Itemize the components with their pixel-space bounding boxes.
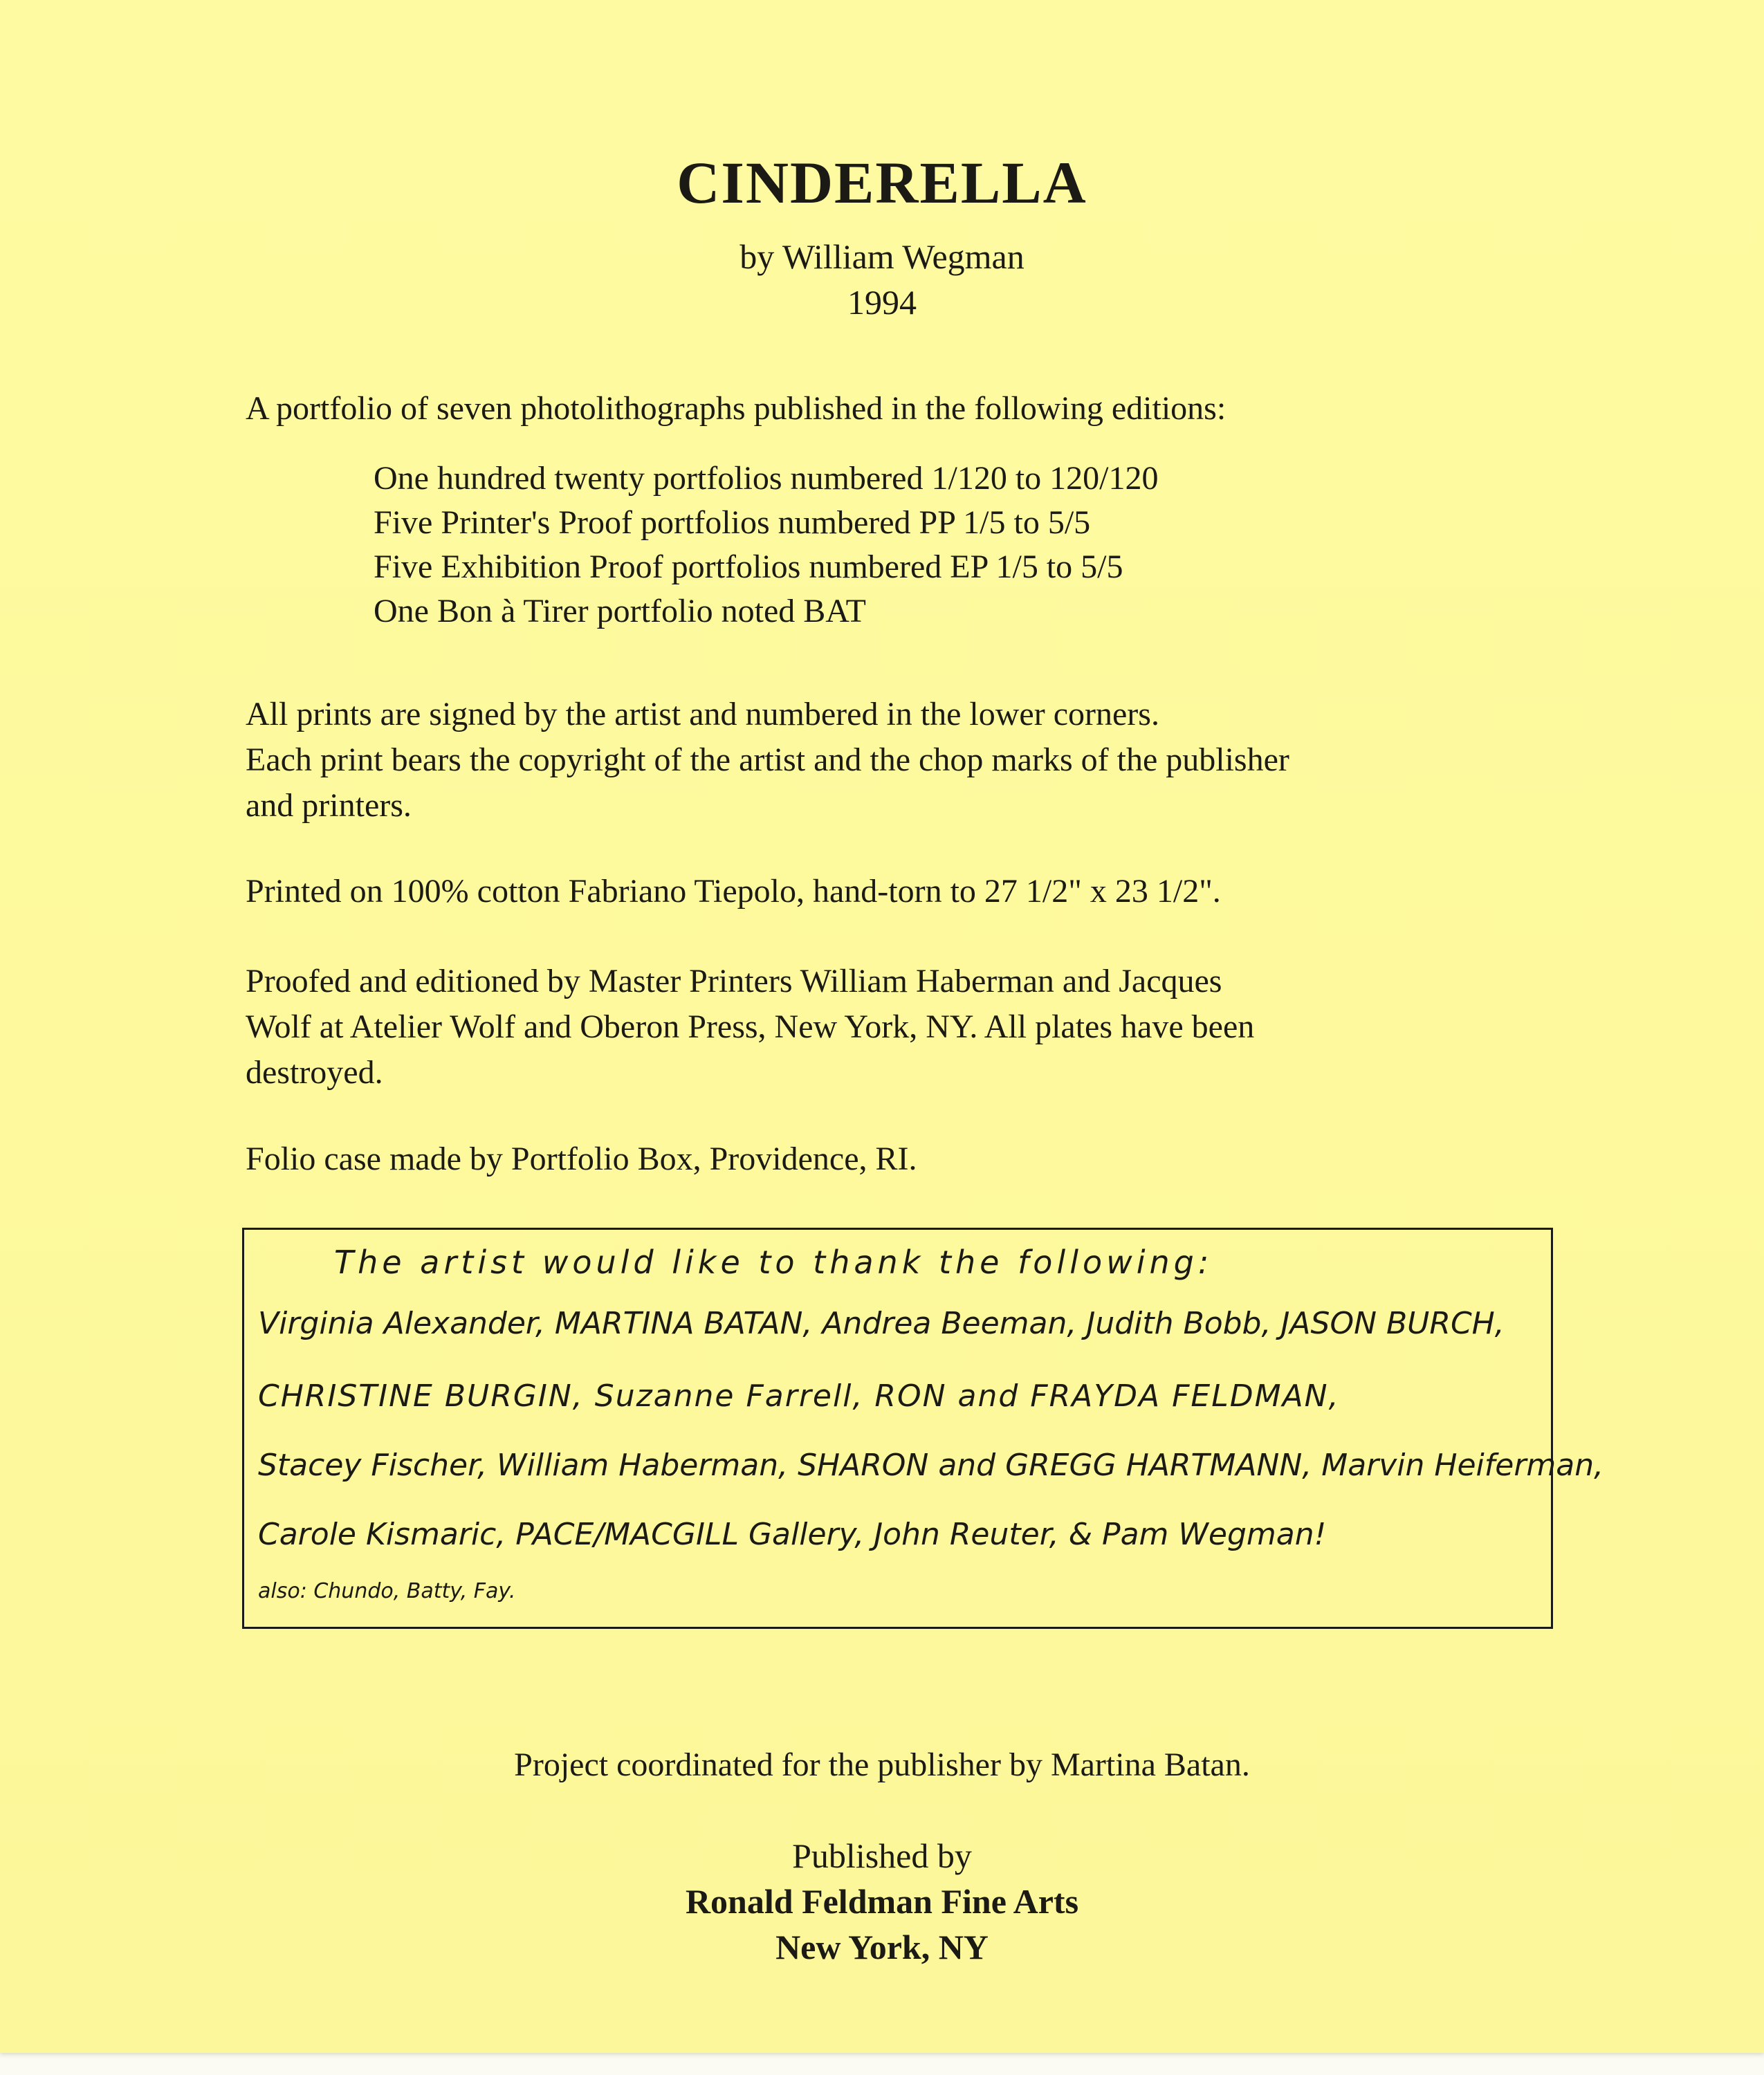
thanks-names-line: CHRISTINE BURGIN, Suzanne Farrell, RON and FRAYDA FELDMAN,: [258, 1378, 1340, 1414]
byline: [0, 234, 1764, 325]
thanks-names-line: Stacey Fischer, William Haberman, SHARON and GREGG HARTMANN, Marvin Heiferman,: [258, 1448, 1604, 1483]
thanks-heading: The artist would like to thank the following:: [334, 1244, 1213, 1281]
signed-paragraph: [246, 692, 1601, 829]
year-line: 1994: [847, 283, 917, 322]
editions-list: [374, 456, 1619, 634]
published-by-label: Published by: [792, 1836, 972, 1875]
coordinator-line: Project coordinated for the publisher by Martina Batan.: [514, 1746, 1250, 1783]
paper-paragraph: Printed on 100% cotton Fabriano Tiepolo, hand-torn to 27 1/2" x 23 1/2".: [246, 873, 1221, 910]
author-line: by William Wegman: [739, 237, 1025, 276]
proofing-line: Proofed and editioned by Master Printers William Haberman and Jacques: [246, 963, 1222, 999]
edition-item: Five Printer's Proof portfolios numbered PP 1/5 to 5/5: [374, 504, 1091, 541]
signed-line: Each print bears the copyright of the artist and the chop marks of the publisher: [246, 741, 1289, 778]
edition-item: Five Exhibition Proof portfolios numbered EP 1/5 to 5/5: [374, 548, 1123, 585]
proofing-line: destroyed.: [246, 1054, 383, 1091]
thanks-also-line: also: Chundo, Batty, Fay.: [258, 1579, 516, 1603]
publisher-block: [0, 1833, 1764, 1970]
document-title: CINDERELLA: [677, 149, 1087, 216]
publisher-name: Ronald Feldman Fine Arts: [685, 1882, 1079, 1921]
signed-line: and printers.: [246, 787, 412, 824]
publisher-city: New York, NY: [775, 1928, 989, 1966]
edition-item: One hundred twenty portfolios numbered 1/120 to 120/120: [374, 460, 1159, 497]
thanks-names-line: Carole Kismaric, PACE/MACGILL Gallery, John Reuter, & Pam Wegman!: [258, 1517, 1327, 1552]
folio-paragraph: Folio case made by Portfolio Box, Providence, RI.: [246, 1141, 917, 1177]
signed-line: All prints are signed by the artist and numbered in the lower corners.: [246, 696, 1159, 732]
proofing-line: Wolf at Atelier Wolf and Oberon Press, New York, NY. All plates have been: [246, 1008, 1255, 1045]
handwritten-thanks-box: [242, 1228, 1604, 1629]
edition-item: One Bon à Tirer portfolio noted BAT: [374, 593, 866, 629]
thanks-names-line: Virginia Alexander, MARTINA BATAN, Andrea Beeman, Judith Bobb, JASON BURCH,: [258, 1306, 1505, 1341]
proofing-paragraph: [246, 959, 1601, 1096]
intro-paragraph: A portfolio of seven photolithographs published in the following editions:: [246, 390, 1226, 427]
